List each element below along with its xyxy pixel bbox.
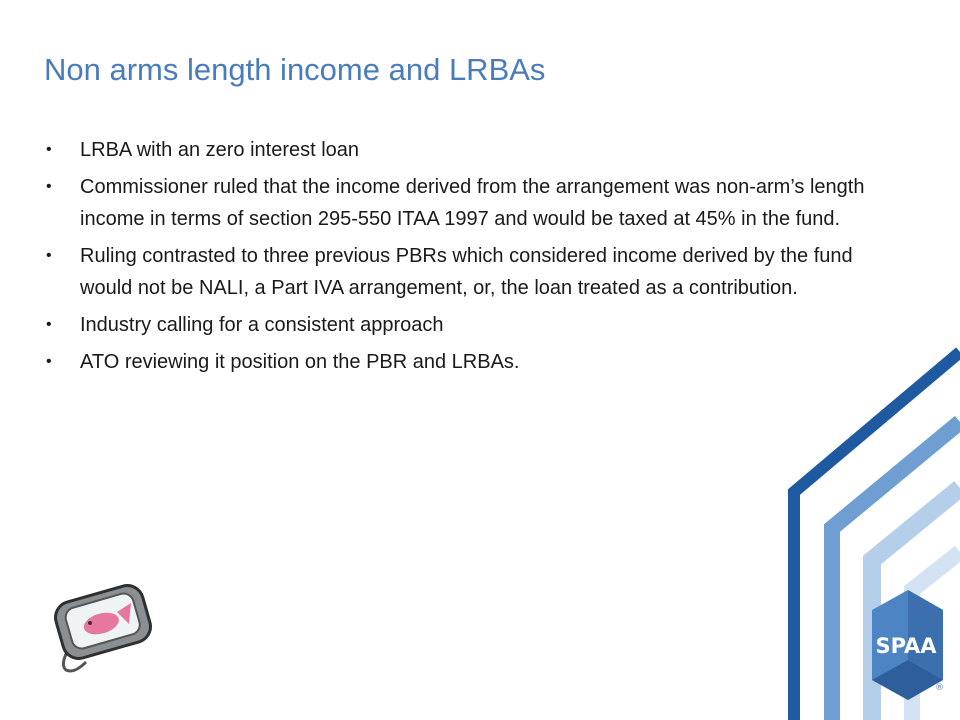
bullet-marker: • (46, 316, 52, 333)
bullet-text: Industry calling for a consistent approach (80, 314, 444, 336)
bullet-marker: • (46, 247, 52, 264)
logo-text: SPAA (875, 634, 937, 658)
bullet-marker: • (46, 353, 52, 370)
bullet-marker: • (46, 141, 52, 158)
bullet-text: Commissioner ruled that the income derived from the arrangement was non-arm’s length income in terms of section 295-550 ITAA 1997 and would be taxed at 45% in the fund. (80, 176, 865, 230)
slide-title: Non arms length income and LRBAs (44, 52, 546, 87)
spaa-logo (872, 590, 944, 700)
bullet-marker: • (46, 178, 52, 195)
bullet-text: ATO reviewing it position on the PBR and LRBAs. (80, 351, 520, 373)
registered-mark: ® (935, 683, 944, 693)
fish-tag-icon (52, 582, 155, 671)
bullet-text: LRBA with an zero interest loan (80, 139, 360, 161)
bullet-text: Ruling contrasted to three previous PBRs which considered income derived by the fund would not be NALI, a Part IVA arrangement, or, the loan treated as a contribution. (80, 245, 853, 299)
